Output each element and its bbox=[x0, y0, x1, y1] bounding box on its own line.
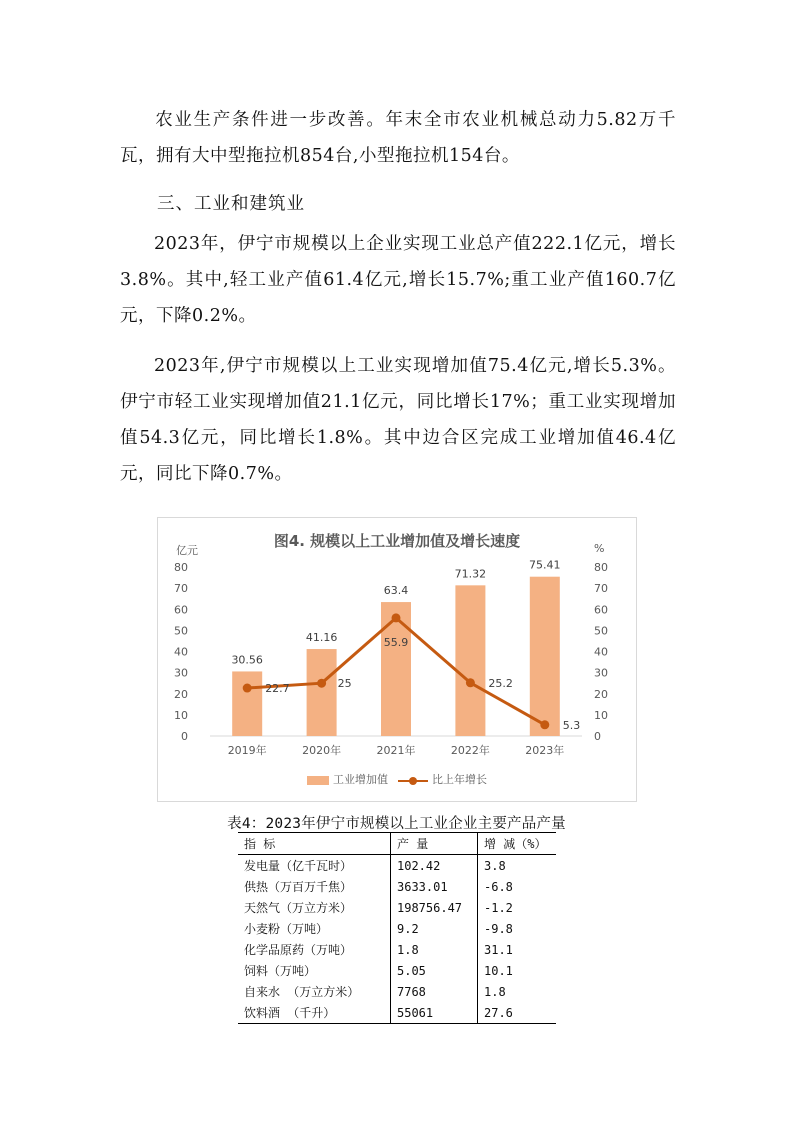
cell-change: -6.8 bbox=[478, 876, 557, 897]
paragraph-agriculture-text: 农业生产条件进一步改善。年末全市农业机械总动力5.82万千瓦，拥有大中型拖拉机854台,小型拖拉机154台。 bbox=[120, 110, 676, 166]
legend-item-line bbox=[398, 771, 487, 787]
table-row bbox=[238, 897, 556, 918]
bar-2019年 bbox=[232, 671, 262, 736]
cell-output: 3633.01 bbox=[391, 876, 478, 897]
table-row bbox=[238, 939, 556, 960]
line-data-label: 25 bbox=[337, 677, 352, 691]
right-axis-tick-label: 70 bbox=[594, 582, 608, 596]
cell-indicator: 饲料（万吨） bbox=[244, 964, 317, 978]
cell-output: 102.42 bbox=[391, 855, 478, 877]
chart-plot bbox=[158, 518, 636, 768]
right-axis-tick-label: 10 bbox=[594, 708, 608, 722]
bar-data-label: 30.56 bbox=[231, 653, 263, 667]
cell-indicator: 小麦粉（万吨） bbox=[244, 922, 329, 936]
growth-point bbox=[317, 679, 326, 688]
x-axis-tick-label: 2021年 bbox=[376, 744, 416, 757]
paragraph-gross-output-text: 2023年，伊宁市规模以上企业实现工业总产值222.1亿元，增长3.8%。其中,轻工业产值61.4亿元,增长15.7%;重工业产值160.7亿元，下降0.2%。 bbox=[120, 234, 676, 326]
bar-2023年 bbox=[530, 577, 560, 736]
table-row bbox=[238, 1002, 556, 1024]
x-axis-tick-label: 2023年 bbox=[525, 744, 565, 757]
table-row bbox=[238, 918, 556, 939]
cell-indicator: 发电量（亿千瓦时） bbox=[244, 859, 353, 873]
right-axis-tick-label: 30 bbox=[594, 666, 608, 680]
cell-change: 27.6 bbox=[478, 1002, 557, 1024]
table-caption: 表4：2023年伊宁市规模以上工业企业主要产品产量 bbox=[227, 816, 566, 832]
table-header-row bbox=[238, 833, 556, 855]
right-axis-unit: % bbox=[594, 542, 605, 555]
legend-item-bar bbox=[307, 771, 388, 787]
growth-point bbox=[243, 684, 252, 693]
chart-industrial-value-added bbox=[157, 517, 637, 802]
line-data-label: 25.2 bbox=[488, 676, 513, 690]
growth-point bbox=[392, 613, 401, 622]
cell-output: 1.8 bbox=[391, 939, 478, 960]
legend-bar-label: 工业增加值 bbox=[333, 773, 388, 786]
left-axis-tick-label: 70 bbox=[174, 582, 188, 596]
table-row bbox=[238, 855, 556, 877]
right-axis-tick-label: 60 bbox=[594, 603, 608, 617]
cell-output: 9.2 bbox=[391, 918, 478, 939]
table-row bbox=[238, 981, 556, 1002]
cell-output: 5.05 bbox=[391, 960, 478, 981]
cell-output: 55061 bbox=[391, 1002, 478, 1024]
paragraph-agriculture bbox=[120, 102, 676, 174]
line-data-label: 55.9 bbox=[383, 635, 409, 649]
cell-indicator: 自来水 （万立方米） bbox=[244, 985, 360, 999]
cell-indicator: 饮料酒 （千升） bbox=[244, 1006, 336, 1020]
left-axis-tick-label: 0 bbox=[181, 730, 188, 743]
paragraph-gross-output bbox=[120, 226, 676, 334]
line-data-label: 5.3 bbox=[562, 718, 581, 732]
cell-change: -9.8 bbox=[478, 918, 557, 939]
header-change: 增 减（%） bbox=[478, 833, 557, 855]
cell-change: -1.2 bbox=[478, 897, 557, 918]
paragraph-value-added-text: 2023年,伊宁市规模以上工业实现增加值75.4亿元,增长5.3%。伊宁市轻工业实现增加值21.1亿元，同比增长17%；重工业实现增加值54.3亿元，同比增长1.8%。其中边合区完成工业增加值46.4亿元，同比下降0.7%。 bbox=[120, 356, 676, 484]
table-row bbox=[238, 876, 556, 897]
left-axis-tick-label: 40 bbox=[174, 645, 188, 659]
left-axis-tick-label: 60 bbox=[174, 603, 188, 617]
cell-indicator: 天然气（万立方米） bbox=[244, 901, 353, 915]
cell-change: 1.8 bbox=[478, 981, 557, 1002]
x-axis-tick-label: 2019年 bbox=[227, 744, 267, 757]
right-axis-tick-label: 50 bbox=[594, 624, 608, 638]
header-indicator: 指 标 bbox=[244, 837, 276, 851]
header-output: 产 量 bbox=[391, 833, 478, 855]
chart-legend bbox=[158, 771, 636, 787]
chart-title: 图4. 规模以上工业增加值及增长速度 bbox=[273, 532, 521, 550]
bar-2020年 bbox=[307, 649, 337, 736]
growth-point bbox=[466, 678, 475, 687]
bar-2022年 bbox=[455, 585, 485, 736]
legend-line-label: 比上年增长 bbox=[432, 773, 487, 786]
cell-change: 3.8 bbox=[478, 855, 557, 877]
x-axis-tick-label: 2022年 bbox=[450, 744, 490, 757]
x-axis-tick-label: 2020年 bbox=[302, 744, 342, 757]
right-axis-tick-label: 0 bbox=[594, 730, 601, 743]
left-axis-unit: 亿元 bbox=[176, 544, 198, 557]
line-data-label: 22.7 bbox=[265, 682, 290, 696]
cell-change: 31.1 bbox=[478, 939, 557, 960]
cell-indicator: 供热（万百万千焦） bbox=[244, 880, 353, 894]
legend-line-swatch bbox=[398, 776, 428, 785]
left-axis-tick-label: 20 bbox=[174, 687, 188, 701]
bar-data-label: 75.41 bbox=[529, 558, 561, 572]
section-heading: 三、工业和建筑业 bbox=[157, 194, 305, 214]
bar-data-label: 63.4 bbox=[383, 584, 409, 598]
left-axis-tick-label: 50 bbox=[174, 624, 188, 638]
product-output-table bbox=[238, 832, 556, 1024]
table-row bbox=[238, 960, 556, 981]
legend-bar-swatch bbox=[307, 776, 329, 785]
cell-output: 198756.47 bbox=[391, 897, 478, 918]
cell-output: 7768 bbox=[391, 981, 478, 1002]
right-axis-tick-label: 80 bbox=[594, 561, 608, 574]
growth-point bbox=[540, 720, 549, 729]
left-axis-tick-label: 30 bbox=[174, 666, 188, 680]
right-axis-tick-label: 20 bbox=[594, 687, 608, 701]
cell-indicator: 化学品原药（万吨） bbox=[244, 943, 353, 957]
bar-data-label: 41.16 bbox=[305, 631, 338, 645]
left-axis-tick-label: 10 bbox=[174, 708, 188, 722]
paragraph-value-added bbox=[120, 348, 676, 492]
bar-data-label: 71.32 bbox=[454, 567, 487, 581]
cell-change: 10.1 bbox=[478, 960, 557, 981]
left-axis-tick-label: 80 bbox=[174, 561, 188, 574]
right-axis-tick-label: 40 bbox=[594, 645, 608, 659]
